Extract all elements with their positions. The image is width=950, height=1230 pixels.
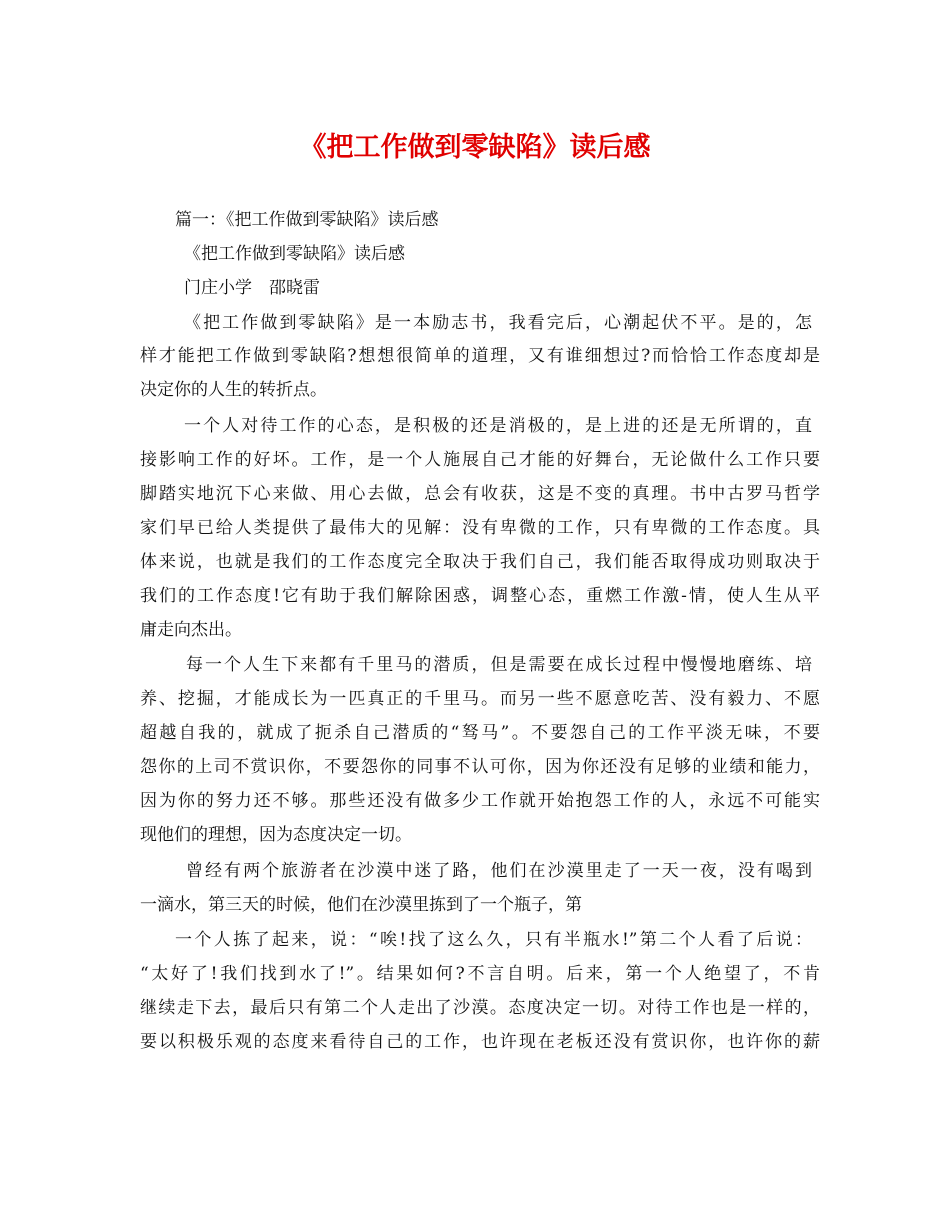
paragraph-line: 决定你的人生的转折点。 (140, 380, 327, 400)
document-title: 《把工作做到零缺陷》读后感 (299, 132, 651, 163)
paragraph-line: 养、挖掘，才能成长为一匹真正的千里马。而另一些不愿意吃苦、没有毅力、不愿 (140, 689, 820, 709)
paragraph-line: 现他们的理想，因为态度决定一切。 (140, 825, 412, 845)
paragraph-line: 样才能把工作做到零缺陷?想想很简单的道理，又有谁细想过?而恰恰工作态度却是 (140, 346, 820, 366)
paragraph-line: 庸走向杰出。 (140, 620, 242, 640)
author-line: 门庄小学 邵晓雷 (184, 278, 320, 298)
section-heading: 篇一：《把工作做到零缺陷》读后感 (175, 210, 439, 230)
paragraph-line: “太好了!我们找到水了!”。结果如何?不言自明。后来，第一个人绝望了，不肯 (140, 964, 820, 984)
paragraph-line: 一个人拣了起来，说：“唉!找了这么久，只有半瓶水!”第二个人看了后说： (175, 930, 812, 950)
paragraph-line: 继续走下去，最后只有第二个人走出了沙漠。态度决定一切。对待工作也是一样的， (140, 998, 820, 1018)
paragraph-line: 体来说，也就是我们的工作态度完全取决于我们自己，我们能否取得成功则取决于 (140, 552, 820, 572)
paragraph-line: 一滴水，第三天的时候，他们在沙漠里拣到了一个瓶子，第 (140, 895, 582, 915)
paragraph-line: 脚踏实地沉下心来做、用心去做，总会有收获，这是不变的真理。书中古罗马哲学 (140, 484, 820, 504)
paragraph-line: 《把工作做到零缺陷》是一本励志书，我看完后，心潮起伏不平。是的，怎 (184, 313, 812, 333)
paragraph-line: 接影响工作的好坏。工作，是一个人施展自己才能的好舞台，无论做什么工作只要 (140, 450, 820, 470)
paragraph-line: 每一个人生下来都有千里马的潜质，但是需要在成长过程中慢慢地磨练、培 (186, 655, 812, 675)
paragraph-line: 一个人对待工作的心态，是积极的还是消极的，是上进的还是无所谓的，直 (184, 416, 812, 436)
paragraph-line: 怨你的上司不赏识你，不要怨你的同事不认可你，因为你还没有足够的业绩和能力， (140, 757, 820, 777)
paragraph-line: 家们早已给人类提供了最伟大的见解：没有卑微的工作，只有卑微的工作态度。具 (140, 518, 820, 538)
paragraph-line: 我们的工作态度!它有助于我们解除困惑，调整心态，重燃工作激-情，使人生从平 (140, 586, 820, 606)
subtitle-line: 《把工作做到零缺陷》读后感 (184, 244, 405, 264)
paragraph-line: 因为你的努力还不够。那些还没有做多少工作就开始抱怨工作的人，永远不可能实 (140, 791, 820, 811)
paragraph-line: 超越自我的，就成了扼杀自己潜质的“驽马”。不要怨自己的工作平淡无味，不要 (140, 723, 820, 743)
paragraph-line: 曾经有两个旅游者在沙漠中迷了路，他们在沙漠里走了一天一夜，没有喝到 (186, 861, 812, 881)
paragraph-line: 要以积极乐观的态度来看待自己的工作，也许现在老板还没有赏识你，也许你的薪 (140, 1032, 820, 1052)
